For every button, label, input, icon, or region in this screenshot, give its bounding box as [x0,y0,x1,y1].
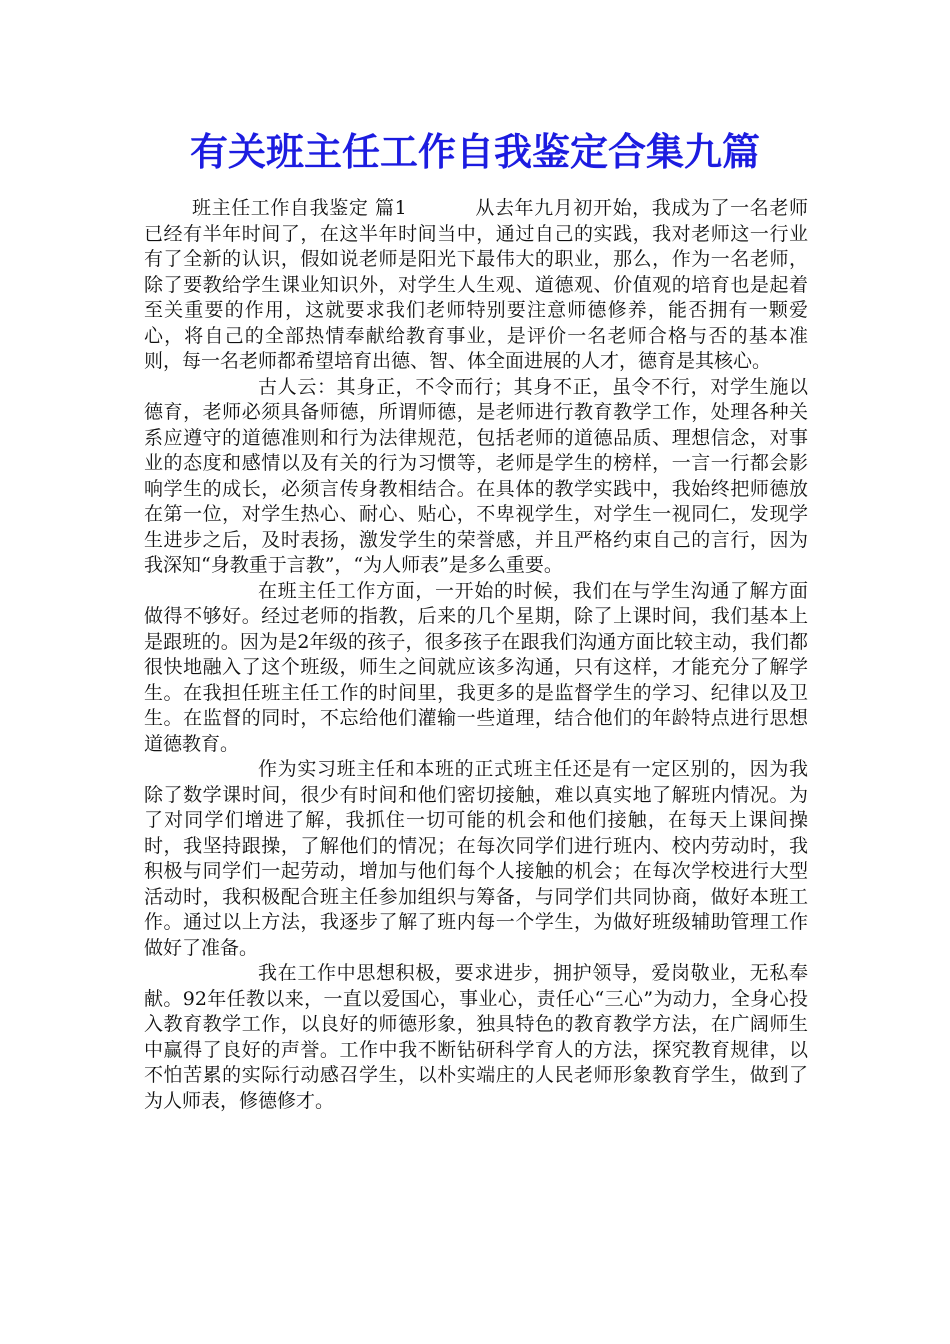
document-body [144,196,808,1114]
paragraph-5: 我在工作中思想积极，要求进步，拥护领导，爱岗敬业，无私奉献。92年任教以来，一直以爱国心，事业心，责任心“三心”为动力，全身心投入教育教学工作，以良好的师德形象，独具特色的教育教学方法，在广阔师生中赢得了良好的声誉。工作中我不断钻研科学育人的方法，探究教育规律，以不怕苦累的实际行动感召学生，以朴实端庄的人民老师形象教育学生，做到了为人师表，修德修才。 [144,962,808,1112]
paragraph-1-text: 从去年九月初开始，我成为了一名老师已经有半年时间了，在这半年时间当中，通过自己的实践，我对老师这一行业有了全新的认识，假如说老师是阳光下最伟大的职业，那么，作为一名老师，除了要教给学生课业知识外，对学生人生观、道德观、价值观的培育也是起着至关重要的作用，这就要求我们老师特别要注意师德修养，能否拥有一颗爱心，将自己的全部热情奉献给教育事业，是评价一名老师合格与否的基本准则，每一名老师都希望培育出德、智、体全面进展的人才，德育是其核心。 [144,197,808,372]
section-heading: 班主任工作自我鉴定 篇1 [192,197,407,219]
paragraph-3: 在班主任工作方面，一开始的时候，我们在与学生沟通了解方面做得不够好。经过老师的指教，后来的几个星期，除了上课时间，我们基本上是跟班的。因为是2年级的孩子，很多孩子在跟我们沟通方面比较主动，我们都很快地融入了这个班级，师生之间就应该多沟通，只有这样，才能充分了解学生。在我担任班主任工作的时间里，我更多的是监督学生的学习、纪律以及卫生。在监督的同时，不忘给他们灌输一些道理，结合他们的年龄特点进行思想道德教育。 [144,579,808,755]
paragraph-1 [144,196,808,375]
document-title: 有关班主任工作自我鉴定合集九篇 [189,129,760,174]
paragraph-2: 古人云：其身正，不令而行；其身不正，虽令不行，对学生施以德育，老师必须具备师德，所谓师德，是老师进行教育教学工作，处理各种关系应遵守的道德准则和行为法律规范，包括老师的道德品质、理想信念，对事业的态度和感情以及有关的行为习惯等，老师是学生的榜样，一言一行都会影响学生的成长，必须言传身教相结合。在具体的教学实践中，我始终把师德放在第一位，对学生热心、耐心、贴心，不卑视学生，对学生一视同仁，发现学生进步之后，及时表扬，激发学生的荣誉感，并且严格约束自己的言行，因为我深知“身教重于言教”，“为人师表”是多么重要。 [144,375,808,576]
paragraph-4: 作为实习班主任和本班的正式班主任还是有一定区别的，因为我除了数学课时间，很少有时间和他们密切接触，难以真实地了解班内情况。为了对同学们增进了解，我抓住一切可能的机会和他们接触，在每天上课间操时，我坚持跟操，了解他们的情况；在每次同学们进行班内、校内劳动时，我积极与同学们一起劳动，增加与他们每个人接触的机会；在每次学校进行大型活动时，我积极配合班主任参加组织与筹备，与同学们共同协商，做好本班工作。通过以上方法，我逐步了解了班内每一个学生，为做好班级辅助管理工作做好了准备。 [144,758,808,959]
